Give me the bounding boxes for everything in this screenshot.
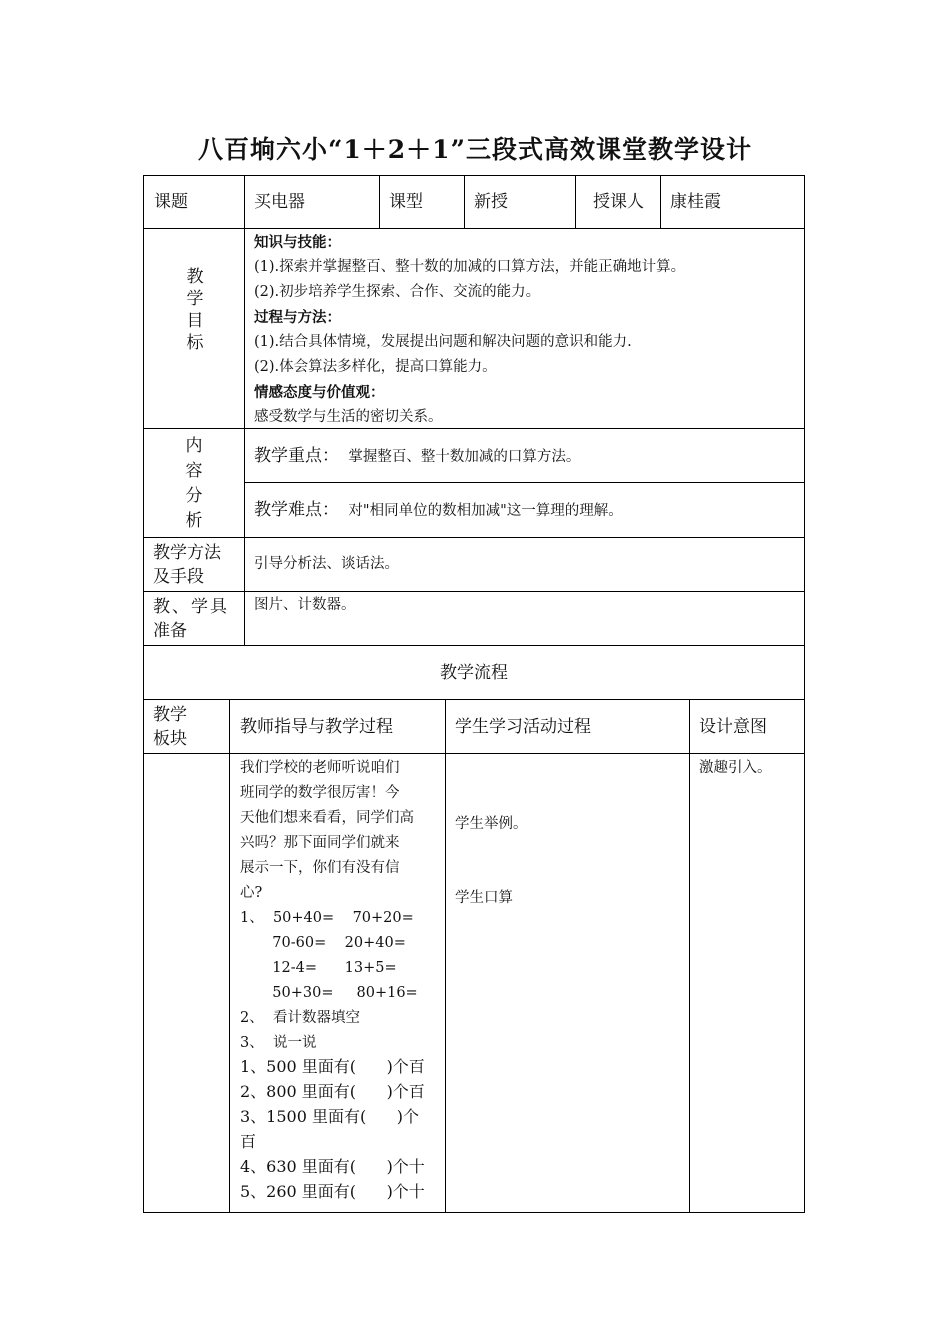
- tools-label-line: 准备: [153, 621, 187, 641]
- teacher-process-line: 3、 说一说: [240, 1035, 317, 1051]
- teacher-label: 授课人: [593, 192, 644, 212]
- teacher-process: [240, 756, 418, 1056]
- question-line: 1、500 里面有( )个百: [240, 1057, 425, 1076]
- content-analysis-label-char: 析: [185, 511, 203, 531]
- teacher-process-line: 1、 50+40= 70+20=: [240, 910, 414, 926]
- question-line: 4、630 里面有( )个十: [240, 1157, 425, 1176]
- student-oral: 学生口算: [455, 890, 513, 906]
- goals-label: [185, 266, 205, 354]
- lesson-type-label: 课型: [389, 192, 423, 212]
- flow-col-teacher: 教师指导与教学过程: [240, 717, 393, 737]
- page-title: 八百垧六小“1＋2＋1”三段式高效课堂教学设计: [198, 135, 752, 164]
- teacher-process-questions: [240, 1054, 425, 1204]
- teacher-process-line: 班同学的数学很厉害！今: [240, 785, 400, 801]
- key-point: [254, 444, 580, 470]
- content-analysis-label: [184, 434, 204, 534]
- method-label: [153, 541, 221, 589]
- flow-col-block-line: 板块: [153, 729, 187, 749]
- teacher-process-line: 展示一下，你们有没有信: [240, 860, 400, 876]
- difficult-point-text: 对"相同单位的数相加减"这一算理的理解。: [348, 503, 623, 519]
- goal-line: (1).探索并掌握整百、整十数的加减的口算方法，并能正确地计算。: [254, 259, 686, 275]
- flow-col-block-line: 教学: [153, 705, 187, 725]
- flow-heading: 教学流程: [440, 663, 508, 683]
- tools-label: [153, 595, 229, 643]
- tools-value: 图片、计数器。: [254, 597, 356, 613]
- teacher-process-line: 我们学校的老师听说咱们: [240, 760, 400, 776]
- goal-heading-knowledge: 知识与技能：: [254, 234, 341, 251]
- content-analysis-label-char: 容: [185, 461, 203, 481]
- question-line: 3、1500 里面有( )个: [240, 1107, 419, 1126]
- teacher-value: 康桂霞: [670, 192, 721, 212]
- goal-heading-process: 过程与方法：: [254, 309, 341, 326]
- method-value: 引导分析法、谈话法。: [254, 556, 399, 572]
- teacher-process-line: 兴吗？那下面同学们就来: [240, 835, 400, 851]
- key-point-label: 教学重点：: [254, 446, 339, 466]
- goal-line: 感受数学与生活的密切关系。: [254, 409, 443, 425]
- question-line: 2、800 里面有( )个百: [240, 1082, 425, 1101]
- goal-line: (2).初步培养学生探索、合作、交流的能力。: [254, 284, 541, 300]
- flow-col-student: 学生学习活动过程: [455, 717, 591, 737]
- teacher-process-line: 12-4= 13+5=: [240, 960, 397, 976]
- lesson-value: 买电器: [254, 192, 305, 212]
- key-point-text: 掌握整百、整十数加减的口算方法。: [348, 449, 581, 465]
- goals-label-char: 目: [186, 311, 204, 331]
- goal-line: (1).结合具体情境，发展提出问题和解决问题的意识和能力.: [254, 334, 632, 350]
- flow-col-intent: 设计意图: [699, 717, 767, 737]
- design-intent: 激趣引入。: [699, 760, 772, 776]
- goals-content: [254, 230, 685, 430]
- content-analysis-label-char: 内: [185, 436, 203, 456]
- goals-label-char: 教: [186, 267, 204, 287]
- teacher-process-line: 70-60= 20+40=: [240, 935, 406, 951]
- goals-label-char: 标: [186, 333, 204, 353]
- teacher-process-line: 50+30= 80+16=: [240, 985, 418, 1001]
- goal-line: (2).体会算法多样化，提高口算能力。: [254, 359, 497, 375]
- lesson-type-value: 新授: [474, 192, 508, 212]
- difficult-point-label: 教学难点：: [254, 500, 339, 520]
- method-label-line: 及手段: [153, 567, 204, 587]
- question-line: 5、260 里面有( )个十: [240, 1182, 425, 1201]
- flow-col-block: [153, 703, 187, 751]
- question-line: 百: [240, 1132, 257, 1151]
- lesson-label: 课题: [154, 192, 188, 212]
- teacher-process-line: 2、 看计数器填空: [240, 1010, 360, 1026]
- content-analysis-label-char: 分: [185, 486, 203, 506]
- goal-heading-attitude: 情感态度与价值观：: [254, 384, 385, 401]
- goals-label-char: 学: [186, 289, 204, 309]
- tools-label-line: 教、学具: [153, 597, 229, 617]
- difficult-point: [254, 498, 623, 524]
- student-example: 学生举例。: [455, 816, 528, 832]
- method-label-line: 教学方法: [153, 543, 221, 563]
- teacher-process-line: 心?: [240, 885, 263, 901]
- teacher-process-line: 天他们想来看看，同学们高: [240, 810, 414, 826]
